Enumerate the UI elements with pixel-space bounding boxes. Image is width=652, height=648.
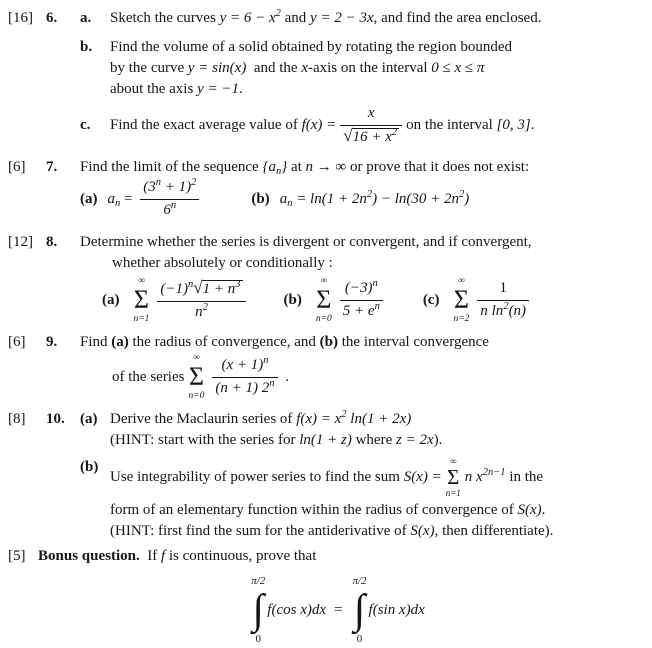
text-run: , then differentiate). bbox=[434, 523, 554, 539]
numerator bbox=[140, 178, 199, 199]
item-label: (b) bbox=[251, 190, 270, 207]
question-6 bbox=[8, 8, 644, 147]
q10-part-a bbox=[80, 409, 644, 451]
fraction bbox=[157, 279, 245, 322]
integral-lower-limit: 0 bbox=[356, 633, 363, 645]
math-run: (−3) bbox=[344, 280, 373, 296]
question-8 bbox=[8, 232, 644, 324]
line bbox=[110, 430, 644, 451]
math-run: ) bbox=[464, 190, 470, 207]
math-run: n → ∞ bbox=[305, 159, 347, 175]
text-run: Derive the Maclaurin series of bbox=[110, 411, 297, 427]
sum-upper-limit: ∞ bbox=[138, 276, 145, 286]
superscript: 2 bbox=[341, 409, 347, 420]
math-run: f(sin x)dx bbox=[368, 601, 425, 618]
subscript: n bbox=[275, 166, 282, 177]
sigma-symbol: Σ bbox=[133, 285, 150, 314]
math-run: n bbox=[195, 303, 203, 320]
math-run: f(x) = bbox=[301, 117, 337, 133]
q6-part-a bbox=[80, 8, 644, 29]
sum-lower-limit: n=1 bbox=[445, 488, 461, 498]
subscript: n bbox=[115, 197, 121, 209]
math-run: 6 bbox=[163, 202, 171, 218]
fraction bbox=[140, 178, 199, 220]
text-run: ). bbox=[433, 432, 443, 448]
q7-items bbox=[80, 178, 644, 220]
text-run: the interval convergence bbox=[338, 334, 489, 350]
math-run: y = sin(x) bbox=[187, 60, 247, 76]
text-run: by the curve bbox=[110, 60, 188, 76]
text-run: Find the volume of a solid obtained by rotating the region bounded bbox=[110, 39, 513, 55]
question-number: 7. bbox=[46, 159, 58, 175]
math-run: 1 + n bbox=[202, 280, 236, 297]
text-run: If bbox=[139, 548, 161, 564]
math-run: f(x) = x bbox=[296, 411, 342, 427]
integral-upper-limit: π/2 bbox=[251, 575, 266, 587]
math-run: ) − ln(30 + 2n bbox=[372, 190, 460, 207]
text-run: and the bbox=[246, 60, 302, 76]
bonus-intro bbox=[38, 546, 644, 567]
superscript: n bbox=[155, 177, 161, 188]
text-run: Sketch the curves bbox=[110, 10, 220, 26]
math-run: ln(1 + z) bbox=[299, 432, 352, 448]
math-run bbox=[108, 189, 137, 210]
line bbox=[110, 409, 644, 430]
q6-body bbox=[80, 8, 644, 147]
part-label: (a) bbox=[80, 411, 98, 427]
line bbox=[110, 79, 644, 100]
text-run: . bbox=[238, 81, 243, 97]
q9-series-line bbox=[80, 353, 644, 401]
bonus-question bbox=[8, 546, 644, 567]
math-run: (n) bbox=[508, 303, 527, 319]
text-run: Find the limit of the sequence bbox=[80, 159, 263, 175]
points-badge: [8] bbox=[8, 411, 26, 427]
q7-body bbox=[80, 157, 644, 220]
question-number: 10. bbox=[46, 411, 65, 427]
math-run: y = −1 bbox=[197, 81, 239, 97]
summation bbox=[316, 276, 332, 324]
line bbox=[110, 37, 644, 58]
math-run: [0, 3] bbox=[496, 117, 531, 133]
sigma-symbol: Σ bbox=[447, 465, 460, 489]
text-run: of the series bbox=[112, 368, 185, 385]
math-run: 0 ≤ x ≤ π bbox=[431, 60, 485, 76]
fraction bbox=[340, 279, 383, 321]
question-number: 8. bbox=[46, 234, 58, 250]
denominator bbox=[340, 301, 383, 321]
math-run: a bbox=[279, 190, 288, 207]
fraction bbox=[340, 104, 402, 147]
part-label: c. bbox=[80, 117, 91, 133]
q8-item-b bbox=[284, 276, 387, 324]
integral-upper-limit: π/2 bbox=[352, 575, 367, 587]
equals-sign: = bbox=[120, 190, 137, 207]
text-run: at bbox=[287, 159, 306, 175]
text-run: where bbox=[351, 432, 396, 448]
text-run: . bbox=[530, 117, 535, 133]
integral bbox=[352, 575, 366, 645]
sqrt-sign: √ bbox=[343, 126, 353, 145]
superscript: n bbox=[188, 278, 194, 290]
math-run: = ln(1 + 2n bbox=[292, 190, 367, 207]
superscript: n bbox=[372, 278, 378, 289]
q7-intro bbox=[80, 157, 644, 178]
math-run bbox=[465, 467, 543, 488]
q7-item-b bbox=[251, 189, 469, 210]
superscript: 2 bbox=[202, 301, 208, 313]
sum-lower-limit: n=1 bbox=[133, 314, 150, 324]
numerator: x bbox=[367, 105, 375, 121]
text-run: , and find the area enclosed. bbox=[373, 10, 542, 26]
q6-part-a-text bbox=[110, 8, 644, 29]
points-badge: [12] bbox=[8, 234, 33, 250]
math-run: S(x) bbox=[517, 502, 542, 518]
part-label: (b) bbox=[80, 459, 99, 475]
q6-part-c-text bbox=[110, 104, 644, 147]
math-run: n x bbox=[464, 469, 483, 485]
denominator bbox=[160, 200, 179, 220]
item-label: (a) bbox=[80, 190, 98, 207]
text-run: (HINT: first find the sum for the antiderivative of bbox=[110, 523, 411, 539]
sum-upper-limit: ∞ bbox=[458, 276, 465, 286]
math-run: a bbox=[107, 190, 115, 207]
numerator bbox=[342, 279, 381, 300]
numerator bbox=[218, 356, 271, 377]
part-label: b. bbox=[80, 39, 93, 55]
text-run: (HINT: start with the series for bbox=[110, 432, 300, 448]
superscript: 2 bbox=[503, 301, 509, 312]
q10-part-b-text bbox=[110, 457, 644, 542]
math-run: f(cos x)dx bbox=[267, 601, 326, 618]
line bbox=[80, 253, 644, 274]
math-run bbox=[280, 189, 470, 210]
points-badge: [6] bbox=[8, 334, 26, 350]
sum-lower-limit: n=0 bbox=[188, 391, 205, 401]
radicand bbox=[202, 280, 243, 297]
math-run: (n + 1) 2 bbox=[215, 380, 270, 396]
math-run: + 1) bbox=[160, 179, 192, 195]
q10-b-sum-line bbox=[110, 457, 644, 498]
math-run: (x + 1) bbox=[221, 357, 264, 373]
points-badge: [6] bbox=[8, 159, 26, 175]
sigma-symbol: Σ bbox=[453, 285, 469, 314]
summation bbox=[188, 353, 204, 401]
math-run: S(x) bbox=[410, 523, 435, 539]
superscript: 2 bbox=[275, 8, 281, 19]
line bbox=[80, 332, 644, 353]
radicand bbox=[352, 128, 400, 145]
sum-upper-limit: ∞ bbox=[450, 456, 457, 466]
math-run: x bbox=[301, 60, 308, 76]
item-label: (b) bbox=[319, 334, 339, 350]
integral-sign: ∫ bbox=[252, 587, 264, 633]
integral-lower-limit: 0 bbox=[255, 633, 261, 645]
text-run: form of an elementary function within the radius of convergence of bbox=[110, 502, 518, 518]
math-run: 5 + e bbox=[342, 303, 375, 319]
sum-lower-limit: n=0 bbox=[315, 314, 332, 324]
q6-part-c bbox=[80, 104, 644, 147]
superscript: 2 bbox=[391, 127, 398, 138]
text-run: Find the exact average value of bbox=[110, 117, 302, 133]
item-label: (c) bbox=[422, 291, 440, 308]
math-run: S(x) = bbox=[403, 469, 442, 485]
math-run: f bbox=[160, 548, 166, 564]
text-run: on the interval bbox=[406, 117, 497, 133]
denominator bbox=[192, 302, 211, 322]
bonus-equation bbox=[8, 575, 644, 645]
question-number: 6. bbox=[46, 10, 58, 26]
text-run: about the axis bbox=[110, 81, 198, 97]
text-run: Use integrability of power series to find the sum bbox=[110, 469, 404, 485]
numerator bbox=[157, 279, 245, 301]
text-run: the radius of convergence, and bbox=[128, 334, 320, 350]
math-run: } bbox=[281, 159, 288, 175]
text-run: in the bbox=[505, 469, 544, 485]
q7-item-a bbox=[80, 178, 203, 220]
item-label: (a) bbox=[111, 334, 129, 350]
q6-part-b bbox=[80, 37, 644, 100]
equals-sign: = bbox=[334, 601, 343, 618]
integral-sign: ∫ bbox=[353, 587, 366, 633]
line bbox=[80, 232, 644, 253]
fraction bbox=[477, 279, 529, 321]
math-run: (3 bbox=[143, 179, 156, 195]
text-run: . bbox=[281, 368, 290, 385]
question-9 bbox=[8, 332, 644, 401]
q8-item-c bbox=[423, 276, 533, 324]
text-run: is continuous, prove that bbox=[165, 548, 317, 564]
text-run: Determine whether the series is divergent or convergent, and if convergent, bbox=[80, 234, 532, 250]
summation bbox=[453, 276, 469, 324]
superscript: 2 bbox=[459, 188, 465, 200]
sqrt-sign: √ bbox=[193, 277, 203, 297]
bonus-title: Bonus question. bbox=[38, 548, 140, 564]
superscript: 3 bbox=[235, 278, 241, 290]
denominator bbox=[340, 126, 402, 147]
question-7 bbox=[8, 157, 644, 220]
q10-part-a-text bbox=[110, 409, 644, 451]
line bbox=[110, 58, 644, 79]
superscript: n bbox=[374, 301, 380, 312]
fraction bbox=[212, 356, 277, 398]
superscript: 2 bbox=[366, 188, 373, 200]
math-run: (−1) bbox=[160, 280, 189, 297]
line bbox=[110, 521, 644, 542]
math-run: y = 6 − x bbox=[219, 10, 276, 26]
math-run: y = 2 − 3x bbox=[310, 10, 374, 26]
text-run: or prove that it does not exist: bbox=[346, 159, 530, 175]
sum-upper-limit: ∞ bbox=[193, 353, 200, 363]
summation bbox=[446, 457, 461, 498]
item-label: (a) bbox=[102, 291, 120, 308]
integral bbox=[251, 575, 265, 645]
q10-body bbox=[80, 409, 644, 542]
q9-body bbox=[80, 332, 644, 401]
sigma-symbol: Σ bbox=[316, 285, 332, 314]
math-run: {a bbox=[262, 159, 276, 175]
denominator bbox=[477, 301, 529, 321]
q8-items bbox=[80, 276, 644, 324]
line bbox=[110, 500, 644, 521]
text-run: Find bbox=[80, 334, 112, 350]
math-run: ln(1 + 2x) bbox=[346, 411, 412, 427]
q6-part-b-text bbox=[110, 37, 644, 100]
bonus-body bbox=[38, 546, 644, 567]
points-badge: [5] bbox=[8, 548, 26, 564]
sum-upper-limit: ∞ bbox=[320, 276, 328, 286]
question-number: 9. bbox=[46, 334, 58, 350]
q8-item-a bbox=[102, 276, 250, 324]
text-run: and bbox=[280, 10, 311, 26]
subscript: n bbox=[287, 197, 293, 209]
math-run: 16 + x bbox=[352, 129, 392, 145]
summation bbox=[134, 276, 150, 324]
sigma-symbol: Σ bbox=[188, 362, 205, 391]
sum-lower-limit: n=2 bbox=[453, 314, 470, 324]
text-run: whether absolutely or conditionally : bbox=[112, 255, 333, 271]
text-run: . bbox=[541, 502, 546, 518]
points-badge: [16] bbox=[8, 10, 33, 26]
math-run: n ln bbox=[480, 303, 504, 319]
denominator bbox=[212, 378, 277, 398]
text-run: -axis on the interval bbox=[307, 60, 432, 76]
superscript: n bbox=[170, 200, 177, 211]
superscript: n bbox=[269, 378, 275, 389]
superscript: 2n−1 bbox=[482, 467, 506, 478]
superscript: 2 bbox=[191, 177, 197, 188]
q8-body bbox=[80, 232, 644, 324]
numerator: 1 bbox=[499, 280, 507, 296]
part-label: a. bbox=[80, 10, 92, 26]
question-10 bbox=[8, 409, 644, 542]
math-run: z = 2x bbox=[395, 432, 434, 448]
superscript: n bbox=[263, 355, 269, 366]
q10-part-b bbox=[80, 457, 644, 542]
item-label: (b) bbox=[283, 291, 302, 308]
